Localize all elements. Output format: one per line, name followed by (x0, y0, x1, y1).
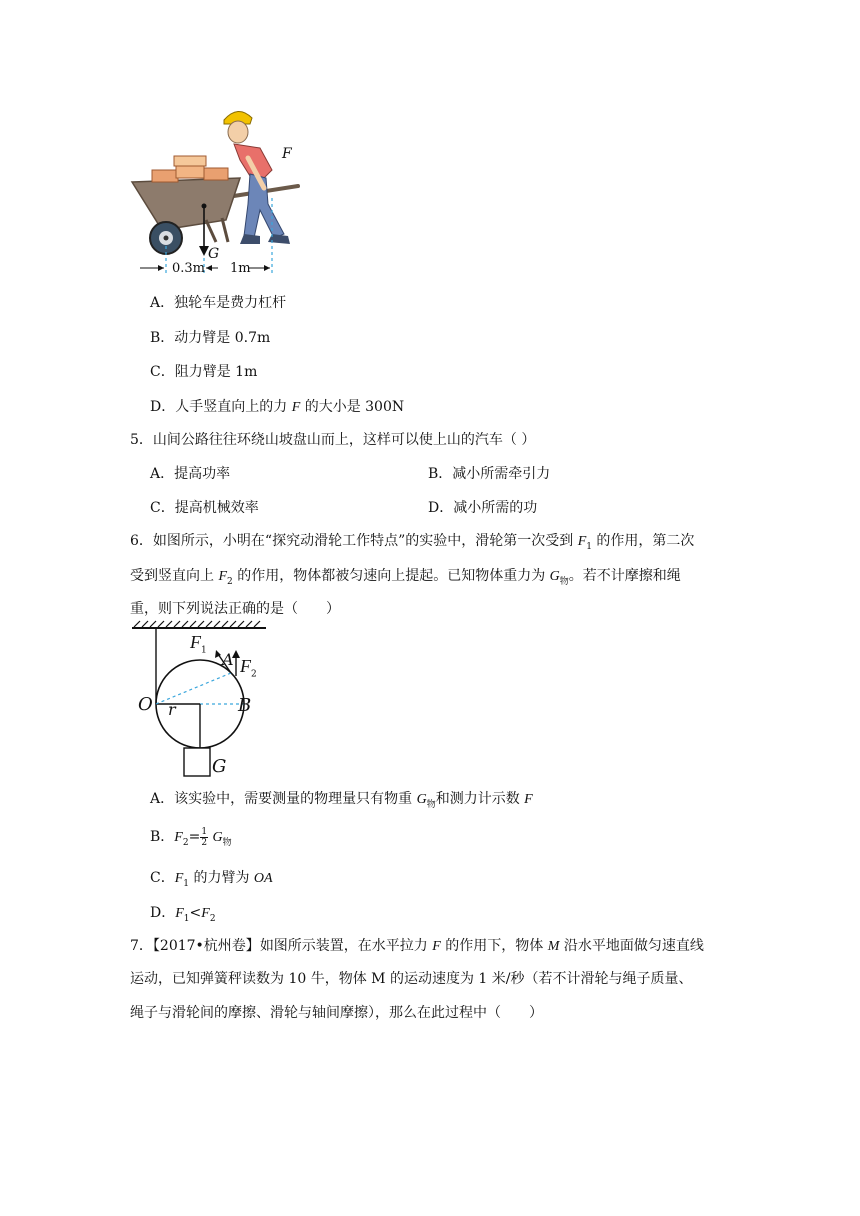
label-f2 (240, 656, 257, 680)
stem-text: 沿水平地面做匀速直线 (559, 938, 704, 954)
weight-var: G (212, 830, 223, 845)
q7-stem-line2 (130, 968, 692, 988)
stem-text: 的作用下，物体 (440, 938, 548, 954)
option-letter: D． (150, 399, 176, 415)
question-number: 5． (130, 432, 153, 448)
q5-option-d (428, 497, 537, 517)
less-than-sign: < (189, 905, 202, 921)
stem-text: 的作用，物体都被匀速向上提起。已知物体重力为 (232, 568, 550, 584)
arm-var: OA (253, 871, 273, 886)
q4-option-c (150, 361, 257, 381)
label-b: B (238, 695, 252, 716)
q7-stem-line3 (130, 1002, 543, 1022)
option-letter: C． (150, 870, 175, 886)
option-var: F (291, 400, 301, 415)
q6-option-d (150, 902, 216, 924)
force-sub: 2 (182, 837, 189, 848)
gravity-g-label: G (208, 246, 220, 262)
weight-var: G (549, 569, 560, 584)
q7-stem-line1 (130, 935, 704, 955)
option-text: 提高机械效率 (174, 500, 259, 516)
stem-text: 重，则下列说法正确的是（ ） (130, 601, 340, 617)
option-letter: B． (150, 330, 175, 346)
question-number: 7． (130, 938, 153, 954)
option-text: 的力臂为 (189, 870, 254, 886)
fraction (200, 827, 208, 848)
fraction-numerator: 1 (201, 826, 208, 837)
q6-stem-line1 (130, 530, 694, 552)
option-letter: B． (428, 466, 453, 482)
fraction-denominator: 2 (201, 837, 208, 848)
stem-text: 如图所示装置，在水平拉力 (259, 938, 433, 954)
force-var: F (175, 906, 184, 921)
stem-text: 绳子与滑轮间的摩擦、滑轮与轴间摩擦），那么在此过程中（ ） (130, 1005, 543, 1021)
stem-text: 的作用，第二次 (591, 533, 695, 549)
force-sub: 1 (586, 541, 592, 552)
option-text: 减小所需的功 (453, 500, 538, 516)
option-text: 的大小是 300N (300, 399, 405, 415)
q5-stem (130, 429, 535, 449)
q6-stem-line3 (130, 598, 340, 618)
mass-var: M (547, 939, 560, 954)
label-g: G (212, 756, 227, 777)
force-f-label: F (282, 146, 292, 162)
weight-sub: 物 (222, 837, 232, 848)
option-text: 该实验中，需要测量的物理量只有物重 (174, 791, 417, 807)
q6-stem-line2 (130, 565, 681, 587)
label-o: O (138, 694, 153, 715)
dim-left-label: 0.3m (172, 261, 206, 276)
force-var: F (577, 534, 587, 549)
force-var: F (174, 871, 184, 886)
force-sub: 2 (209, 913, 216, 924)
option-letter: D． (150, 905, 176, 921)
force-var: F (240, 656, 251, 676)
label-a: A (222, 650, 234, 669)
q6-option-c (150, 867, 273, 889)
stem-text: 受到竖直向上 (130, 568, 219, 584)
force-var: F (432, 939, 441, 954)
force-var: F (218, 569, 228, 584)
option-letter: C． (150, 364, 175, 380)
q4-option-b (150, 327, 270, 347)
option-text: 独轮车是费力杠杆 (174, 295, 287, 311)
label-f1 (190, 632, 207, 656)
question-source: 【2017•杭州卷】 (152, 938, 260, 954)
force-sub: 2 (227, 576, 233, 587)
stem-text: 运动，已知弹簧秤读数为 10 牛，物体 M 的运动速度为 1 米/秒（若不计滑轮与绳子质量、 (130, 971, 693, 987)
option-letter: A． (150, 466, 175, 482)
force-var: F (524, 792, 533, 807)
option-letter: C． (150, 500, 175, 516)
q6-option-b (150, 826, 232, 848)
force-sub: 1 (183, 913, 190, 924)
option-text: 阻力臂是 1m (174, 364, 258, 380)
stem-text: 如图所示，小明在“探究动滑轮工作特点”的实验中，滑轮第一次受到 (152, 533, 578, 549)
equals-sign: = (188, 829, 201, 845)
option-letter: B． (150, 829, 175, 845)
weight-sub: 物 (426, 799, 436, 810)
q5-option-c (150, 497, 259, 517)
stem-text: 。若不计摩擦和绳 (568, 568, 681, 584)
q5-option-a (150, 463, 230, 483)
question-text: 山间公路往往环绕山坡盘山而上，这样可以使上山的汽车（ ） (152, 432, 536, 448)
question-number: 6． (130, 533, 153, 549)
dim-right-label: 1m (230, 261, 251, 276)
q4-option-d (150, 396, 404, 416)
option-letter: A． (150, 295, 175, 311)
q5-option-b (428, 463, 550, 483)
force-sub: 1 (183, 878, 190, 889)
force-var: F (190, 632, 201, 652)
force-var: F (201, 906, 210, 921)
force-sub: 2 (251, 669, 257, 680)
force-sub: 1 (201, 645, 207, 656)
option-letter: A． (150, 791, 175, 807)
q6-option-a (150, 788, 533, 810)
option-text: 和测力计示数 (435, 791, 525, 807)
option-text: 减小所需牵引力 (452, 466, 551, 482)
option-text: 动力臂是 0.7m (174, 330, 271, 346)
option-text: 人手竖直向上的力 (175, 399, 292, 415)
force-var: F (174, 830, 183, 845)
option-letter: D． (428, 500, 454, 516)
weight-var: G (416, 792, 427, 807)
q4-option-a (150, 292, 286, 312)
label-r: r (168, 700, 176, 719)
option-text: 提高功率 (174, 466, 231, 482)
weight-sub: 物 (559, 576, 569, 587)
